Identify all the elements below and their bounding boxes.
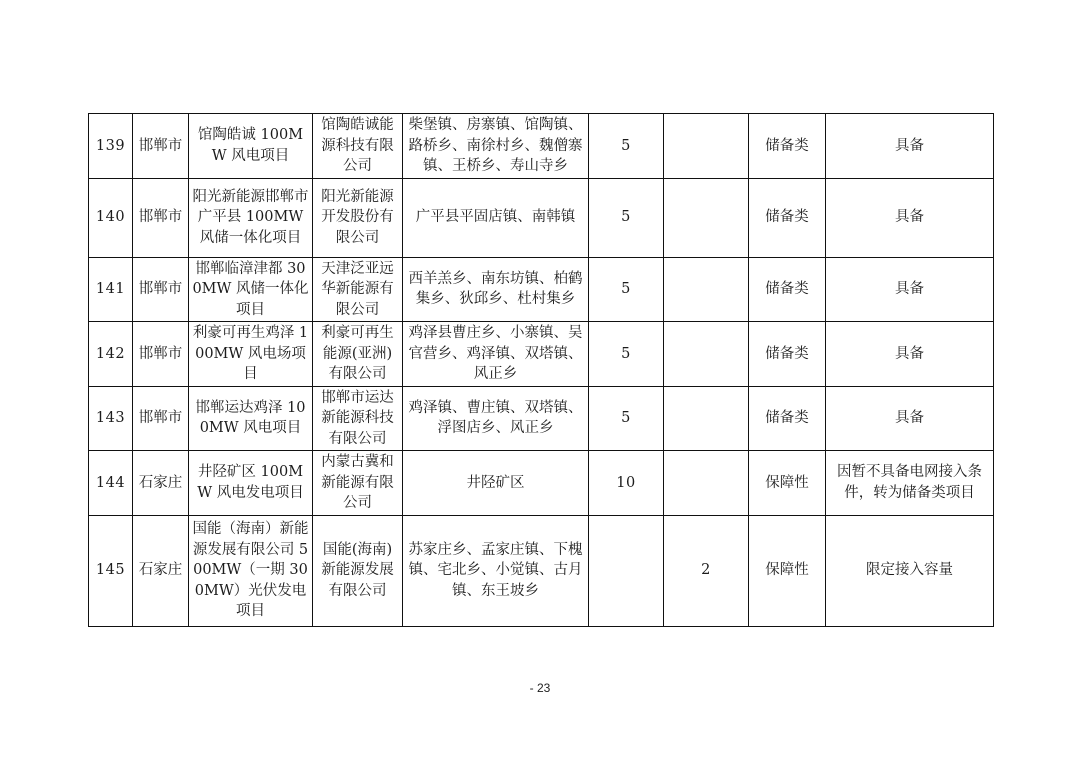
townships-cell: 广平县平固店镇、南韩镇 (403, 178, 589, 257)
table-row (89, 451, 994, 516)
row-index: 143 (89, 386, 133, 451)
row-index: 145 (89, 515, 133, 626)
table-row (89, 114, 994, 179)
project-name-cell: 国能（海南）新能源发展有限公司 500MW（一期 300MW）光伏发电项目 (189, 515, 313, 626)
row-index: 140 (89, 178, 133, 257)
category-cell: 储备类 (749, 257, 826, 322)
category-cell: 储备类 (749, 178, 826, 257)
value-a-cell: 5 (589, 114, 664, 179)
project-name-cell: 馆陶皓诚 100MW 风电项目 (189, 114, 313, 179)
category-cell: 保障性 (749, 451, 826, 516)
note-cell: 具备 (826, 257, 994, 322)
category-cell: 储备类 (749, 114, 826, 179)
value-b-cell: 2 (664, 515, 749, 626)
project-name-cell: 邯郸运达鸡泽 100MW 风电项目 (189, 386, 313, 451)
table-row (89, 257, 994, 322)
category-cell: 保障性 (749, 515, 826, 626)
value-a-cell: 5 (589, 178, 664, 257)
townships-cell: 鸡泽县曹庄乡、小寨镇、吴官营乡、鸡泽镇、双塔镇、风正乡 (403, 322, 589, 387)
page-number: - 23 (529, 681, 551, 695)
townships-cell: 井陉矿区 (403, 451, 589, 516)
table-row (89, 322, 994, 387)
value-a-cell (589, 515, 664, 626)
value-a-cell: 10 (589, 451, 664, 516)
table-row (89, 386, 994, 451)
townships-cell: 西羊羔乡、南东坊镇、柏鹤集乡、狄邱乡、杜村集乡 (403, 257, 589, 322)
project-name-cell: 井陉矿区 100MW 风电发电项目 (189, 451, 313, 516)
project-name-cell: 邯郸临漳津都 300MW 风储一体化项目 (189, 257, 313, 322)
project-name-cell: 利豪可再生鸡泽 100MW 风电场项目 (189, 322, 313, 387)
value-b-cell (664, 178, 749, 257)
city-cell: 邯郸市 (133, 178, 189, 257)
row-index: 141 (89, 257, 133, 322)
note-cell: 因暂不具备电网接入条件，转为储备类项目 (826, 451, 994, 516)
value-b-cell (664, 322, 749, 387)
value-b-cell (664, 114, 749, 179)
townships-cell: 柴堡镇、房寨镇、馆陶镇、路桥乡、南徐村乡、魏僧寨镇、王桥乡、寿山寺乡 (403, 114, 589, 179)
value-a-cell: 5 (589, 322, 664, 387)
row-index: 142 (89, 322, 133, 387)
category-cell: 储备类 (749, 386, 826, 451)
company-cell: 国能(海南)新能源发展有限公司 (313, 515, 403, 626)
note-cell: 具备 (826, 322, 994, 387)
table-row (89, 178, 994, 257)
project-name-cell: 阳光新能源邯郸市广平县 100MW 风储一体化项目 (189, 178, 313, 257)
category-cell: 储备类 (749, 322, 826, 387)
row-index: 139 (89, 114, 133, 179)
note-cell: 具备 (826, 178, 994, 257)
company-cell: 馆陶皓诚能源科技有限公司 (313, 114, 403, 179)
value-a-cell: 5 (589, 386, 664, 451)
company-cell: 天津泛亚远华新能源有限公司 (313, 257, 403, 322)
value-a-cell: 5 (589, 257, 664, 322)
city-cell: 邯郸市 (133, 322, 189, 387)
city-cell: 邯郸市 (133, 386, 189, 451)
city-cell: 石家庄 (133, 451, 189, 516)
city-cell: 石家庄 (133, 515, 189, 626)
city-cell: 邯郸市 (133, 257, 189, 322)
note-cell: 具备 (826, 386, 994, 451)
value-b-cell (664, 386, 749, 451)
value-b-cell (664, 451, 749, 516)
townships-cell: 苏家庄乡、孟家庄镇、下槐镇、宅北乡、小觉镇、古月镇、东王坡乡 (403, 515, 589, 626)
note-cell: 具备 (826, 114, 994, 179)
value-b-cell (664, 257, 749, 322)
city-cell: 邯郸市 (133, 114, 189, 179)
townships-cell: 鸡泽镇、曹庄镇、双塔镇、浮图店乡、风正乡 (403, 386, 589, 451)
company-cell: 阳光新能源开发股份有限公司 (313, 178, 403, 257)
projects-table (88, 113, 994, 627)
note-cell: 限定接入容量 (826, 515, 994, 626)
company-cell: 邯郸市运达新能源科技有限公司 (313, 386, 403, 451)
company-cell: 内蒙古冀和新能源有限公司 (313, 451, 403, 516)
table-row (89, 515, 994, 626)
company-cell: 利豪可再生能源(亚洲)有限公司 (313, 322, 403, 387)
row-index: 144 (89, 451, 133, 516)
